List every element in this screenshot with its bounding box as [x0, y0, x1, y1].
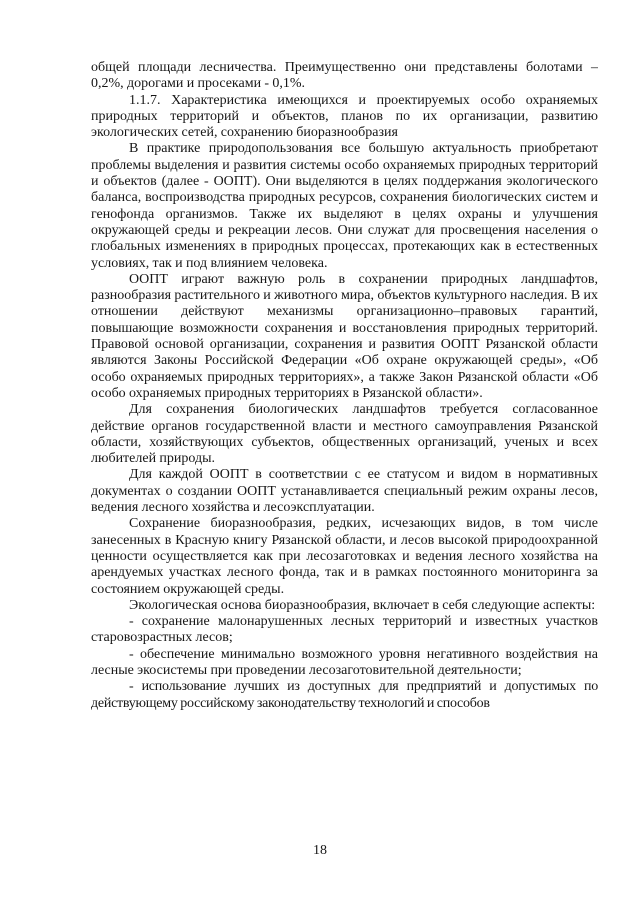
paragraph-5: Для сохранения биологических ландшафтов требуется согласованное действие органов государственной власти и местного самоуправления Рязанской области, хозяйствующих субъектов, общественных организаций, ученых и всех любителей природы.	[91, 402, 598, 467]
paragraph-1: общей площади лесничества. Преимущественно они представлены болотами – 0,2%, дорогами и просеками - 0,1%.	[91, 60, 598, 92]
section-heading-1-1-7: 1.1.7. Характеристика имеющихся и проектируемых особо охраняемых природных территорий и объектов, планов по их организации, развитию экологических сетей, сохранению биоразнообразия	[91, 92, 598, 141]
page-number: 18	[313, 843, 327, 858]
list-item-2: - обеспечение минимально возможного уровня негативного воздействия на лесные экосистемы при проведении лесозаготовительной деятельности;	[91, 646, 598, 678]
list-item-3: - использование лучших из доступных для предприятий и допустимых по действующему российскому законодательству технологий и способов	[91, 679, 598, 711]
paragraph-3: В практике природопользования все большую актуальность приобретают проблемы выделения и развития системы особо охраняемых природных территорий и объектов (далее - ООПТ). Они выделяются в целях поддержания экологического баланса, воспроизводства природных ресурсов, сохранения биологических систем и генофонда организмов. Также их выделяют в целях охраны и улучшения окружающей среды и рекреации лесов. Они служат для просвещения населения о глобальных изменениях в природных процессах, протекающих как в естественных условиях, так и под влиянием человека.	[91, 141, 598, 271]
paragraph-7: Сохранение биоразнообразия, редких, исчезающих видов, в том числе занесенных в Красную книгу Рязанской области, и лесов высокой природоохранной ценности осуществляется как при лесозаготовках и ведения лесного хозяйства на арендуемых участках лесного фонда, так и в рамках постоянного мониторинга за состоянием окружающей среды.	[91, 516, 598, 597]
paragraph-8: Экологическая основа биоразнообразия, включает в себя следующие аспекты:	[129, 597, 596, 613]
document-page	[91, 60, 598, 850]
list-item-1: - сохранение малонарушенных лесных территорий и известных участков старовозрастных лесов;	[91, 614, 598, 646]
paragraph-6: Для каждой ООПТ в соответствии с ее статусом и видом в нормативных документах о создании ООПТ устанавливается специальный режим охраны лесов, ведения лесного хозяйства и лесоэксплуатации.	[91, 467, 598, 516]
paragraph-4: ООПТ играют важную роль в сохранении природных ландшафтов, разнообразия растительного и животного мира, объектов культурного наследия. В их отношении действуют механизмы организационно–правовых гарантий, повышающие возможности сохранения и восстановления природных территорий. Правовой основой организации, сохранения и развития ООПТ Рязанской области являются Законы Российской Федерации «Об охране окружающей среды», «Об особо охраняемых природных территориях», а также Закон Рязанской области «Об особо охраняемых природных территориях в Рязанской области».	[91, 271, 598, 401]
